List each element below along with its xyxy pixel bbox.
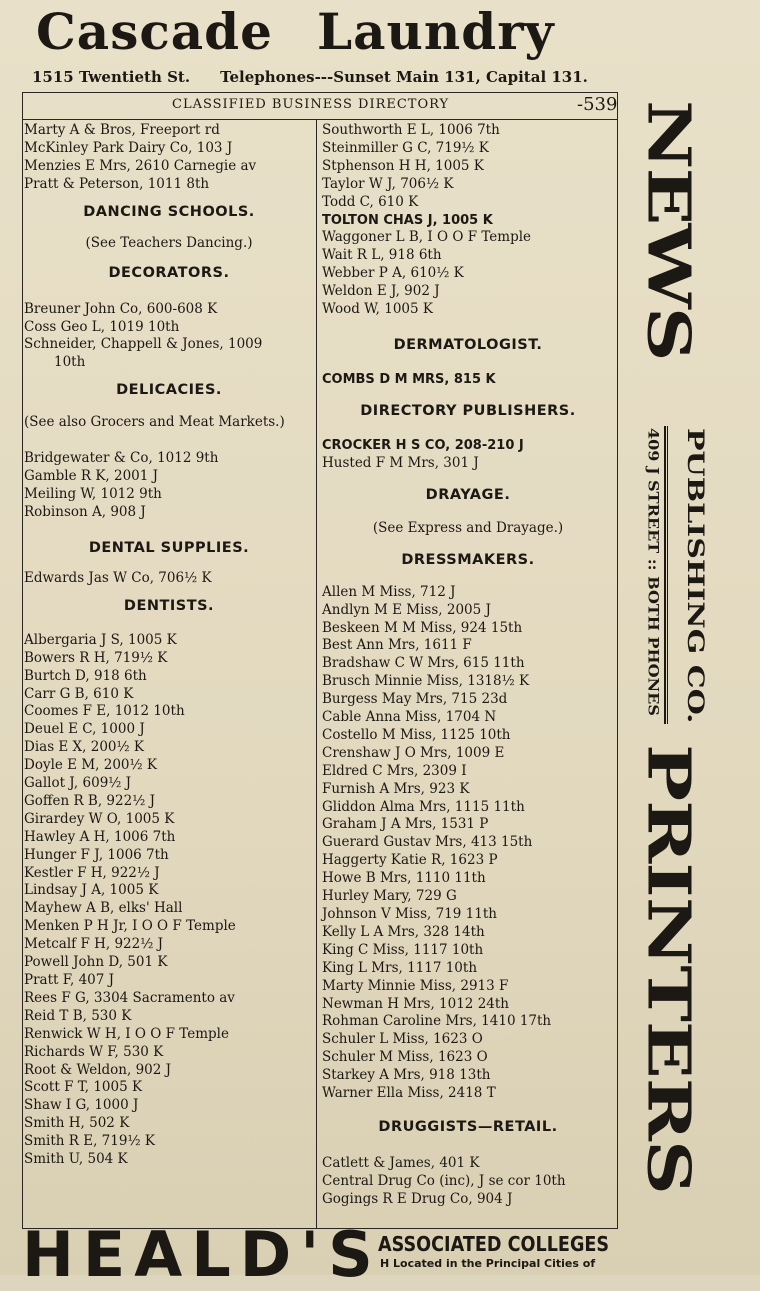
listing-entry: Cable Anna Miss, 1704 N (322, 709, 497, 726)
listing-entry: Todd C, 610 K (322, 193, 419, 210)
listing-entry: Guerard Gustav Mrs, 413 15th (322, 834, 533, 851)
directory-publishers-list (322, 455, 614, 473)
ad-publishing-text: PUBLISHING CO. (681, 428, 708, 724)
listing-entry: Rees F G, 3304 Sacramento av (24, 989, 235, 1006)
listing-entry: Webber P A, 610½ K (322, 265, 464, 282)
category-heading: DECORATORS. (108, 264, 230, 281)
listing-entry: Robinson A, 908 J (24, 503, 146, 520)
footer-location-line: H Located in the Principal Cities of (380, 1257, 596, 1270)
listing-entry: Wood W, 1005 K (322, 301, 433, 318)
listing-entry: Pratt & Peterson, 1011 8th (24, 175, 210, 192)
listing-entry: King L Mrs, 1117 10th (322, 959, 478, 976)
footer-heald-title: HEALD'S (22, 1218, 382, 1291)
listing-entry: Gliddon Alma Mrs, 1115 11th (322, 798, 525, 815)
laundry-advertisement-address: 1515 Twentieth St. Telephones---Sunset Main 131, Capital 131. (32, 68, 588, 86)
listing-entry: Shaw I G, 1000 J (24, 1097, 139, 1114)
listing-entry: Smith H, 502 K (24, 1115, 130, 1132)
listing-entry: Crenshaw J O Mrs, 1009 E (322, 744, 505, 761)
listing-entry: Doyle E M, 200½ K (24, 757, 157, 774)
listing-entry-bold: COMBS D M MRS, 815 K (322, 371, 496, 387)
listing-entry: Schuler M Miss, 1623 O (322, 1049, 488, 1066)
listing-entry: McKinley Park Dairy Co, 103 J (24, 139, 233, 156)
listing-entry: Smith R E, 719½ K (24, 1133, 155, 1150)
listing-entry: Meiling W, 1012 9th (24, 486, 162, 503)
listing-entry: Furnish A Mrs, 923 K (322, 780, 470, 797)
listing-entry: Kestler F H, 922½ J (24, 864, 160, 881)
listing-entry: Newman H Mrs, 1012 24th (322, 995, 509, 1012)
listing-entry: Beskeen M M Miss, 924 15th (322, 619, 523, 636)
listing-entry: Richards W F, 530 K (24, 1043, 164, 1060)
listing-entry: Eldred C Mrs, 2309 I (322, 762, 467, 779)
listing-entry: Warner Ella Miss, 2418 T (322, 1085, 496, 1102)
listing-entry: Goffen R B, 922½ J (24, 792, 155, 809)
listing-entry: Deuel E C, 1000 J (24, 721, 145, 738)
category-heading: DENTISTS. (123, 597, 215, 614)
listing-entry: Carr G B, 610 K (24, 685, 134, 702)
listing-entry: Scott F T, 1005 K (24, 1079, 143, 1096)
listing-entry: Menzies E Mrs, 2610 Carnegie av (24, 157, 257, 174)
listing-entry: Gallot J, 609½ J (24, 775, 132, 792)
listing-entry: Dias E X, 200½ K (24, 739, 144, 756)
listing-entry: Girardey W O, 1005 K (24, 810, 175, 827)
right-intro-list (322, 122, 614, 212)
cross-reference-note: (See Teachers Dancing.) (85, 234, 253, 251)
listing-entry-bold: CROCKER H S CO, 208-210 J (322, 437, 524, 453)
category-heading: DRAYAGE. (425, 486, 511, 503)
listing-entry: Hurley Mary, 729 G (322, 888, 457, 905)
listing-entry: Schneider, Chappell & Jones, 1009 (24, 336, 263, 353)
listing-entry: Gogings R E Drug Co, 904 J (322, 1190, 513, 1207)
cross-reference-note: (See Express and Drayage.) (372, 519, 564, 536)
listing-entry: Renwick W H, I O O F Temple (24, 1025, 229, 1042)
ad-divider-rule (664, 426, 666, 724)
running-head: CLASSIFIED BUSINESS DIRECTORY (172, 97, 450, 112)
listing-entry: Powell John D, 501 K (24, 954, 168, 971)
listing-entry: Howe B Mrs, 1110 11th (322, 870, 486, 887)
dentists-list (24, 632, 314, 1169)
page-number: -539 (577, 94, 618, 115)
listing-entry: Catlett & James, 401 K (322, 1154, 480, 1171)
listing-entry: Central Drug Co (inc), J se cor 10th (322, 1172, 566, 1189)
footer-associated-colleges: ASSOCIATED COLLEGES (378, 1232, 610, 1256)
listing-entry: Metcalf F H, 922½ J (24, 936, 164, 953)
listing-entry: Steinmiller G C, 719½ K (322, 139, 489, 156)
listing-entry: Marty A & Bros, Freeport rd (24, 122, 220, 138)
ad-printers-text: PRINTERS (634, 744, 704, 1194)
listing-entry: Gamble R K, 2001 J (24, 468, 159, 485)
listing-entry: Johnson V Miss, 719 11th (322, 906, 497, 922)
listing-entry: Hawley A H, 1006 7th (24, 828, 176, 845)
listing-entry: Husted F M Mrs, 301 J (322, 454, 479, 471)
listing-entry: Wait R L, 918 6th (322, 247, 442, 264)
left-column (24, 122, 314, 1169)
listing-entry: Allen M Miss, 712 J (322, 583, 456, 600)
listing-entry: Taylor W J, 706½ K (322, 175, 454, 192)
listing-entry: Lindsay J A, 1005 K (24, 882, 159, 899)
ad-address-text: 409 J STREET :: BOTH PHONES (644, 428, 661, 716)
listing-entry: Rohman Caroline Mrs, 1410 17th (322, 1013, 552, 1030)
ad-divider-rule (667, 426, 668, 724)
listing-entry: Bradshaw C W Mrs, 615 11th (322, 655, 525, 672)
cross-reference-note: (See also Grocers and Meat Markets.) (24, 414, 285, 431)
druggists-list (322, 1155, 614, 1209)
listing-entry: Costello M Miss, 1125 10th (322, 726, 511, 743)
listing-entry: Mayhew A B, elks' Hall (24, 900, 183, 917)
listing-entry: Smith U, 504 K (24, 1151, 128, 1168)
listing-entry: Weldon E J, 902 J (322, 283, 440, 300)
decorators-list (24, 301, 314, 355)
listing-entry: Brusch Minnie Miss, 1318½ K (322, 673, 530, 690)
listing-entry: Breuner John Co, 600-608 K (24, 300, 218, 317)
listing-entry: Best Ann Mrs, 1611 F (322, 637, 472, 654)
listing-entry-bold: TOLTON CHAS J, 1005 K (322, 212, 493, 228)
column-divider (316, 119, 317, 1228)
category-heading: DIRECTORY PUBLISHERS. (360, 402, 576, 419)
listing-entry: Andlyn M E Miss, 2005 J (322, 601, 491, 618)
listing-entry: Root & Weldon, 902 J (24, 1061, 172, 1078)
listing-entry: Albergaria J S, 1005 K (24, 631, 177, 648)
category-heading: DELICACIES. (116, 382, 222, 399)
listing-entry: Starkey A Mrs, 918 13th (322, 1067, 491, 1084)
listing-entry: Bowers R H, 719½ K (24, 649, 168, 666)
category-heading: DRUGGISTS—RETAIL. (378, 1118, 558, 1135)
listing-entry: Haggerty Katie R, 1623 P (322, 852, 498, 869)
listing-entry: Graham J A Mrs, 1531 P (322, 816, 489, 833)
listing-entry: Marty Minnie Miss, 2913 F (322, 977, 509, 994)
listing-entry: Menken P H Jr, I O O F Temple (24, 918, 236, 935)
category-heading: DERMATOLOGIST. (393, 336, 543, 353)
laundry-advertisement-title: Cascade Laundry (36, 2, 555, 61)
listing-entry: Burgess May Mrs, 715 23d (322, 691, 508, 708)
listing-entry: Coss Geo L, 1019 10th (24, 318, 180, 335)
listing-entry-continuation: 10th (54, 354, 86, 371)
listing-entry: Schuler L Miss, 1623 O (322, 1031, 483, 1048)
dental-supplies-list (24, 570, 314, 588)
right-intro-list-2 (322, 229, 614, 319)
category-heading: DENTAL SUPPLIES. (88, 539, 250, 556)
left-intro-list (24, 122, 314, 194)
right-column (322, 122, 614, 1209)
listing-entry: Pratt F, 407 J (24, 972, 115, 988)
listing-entry: Burtch D, 918 6th (24, 667, 147, 684)
ad-news-text: NEWS (634, 100, 704, 360)
listing-entry: Coomes F E, 1012 10th (24, 703, 185, 720)
category-heading: DRESSMAKERS. (401, 551, 535, 568)
listing-entry: Stphenson H H, 1005 K (322, 157, 484, 174)
delicacies-list (24, 450, 314, 522)
header-rule (22, 119, 618, 120)
listing-entry: Edwards Jas W Co, 706½ K (24, 569, 212, 586)
dressmakers-list (322, 584, 614, 1103)
listing-entry: Southworth E L, 1006 7th (322, 122, 500, 138)
listing-entry: Waggoner L B, I O O F Temple (322, 229, 532, 246)
listing-entry: King C Miss, 1117 10th (322, 941, 484, 958)
listing-entry: Bridgewater & Co, 1012 9th (24, 450, 219, 467)
category-heading: DANCING SCHOOLS. (83, 203, 255, 220)
listing-entry: Hunger F J, 1006 7th (24, 846, 169, 863)
listing-entry: Kelly L A Mrs, 328 14th (322, 923, 485, 940)
listing-entry: Reid T B, 530 K (24, 1007, 132, 1024)
